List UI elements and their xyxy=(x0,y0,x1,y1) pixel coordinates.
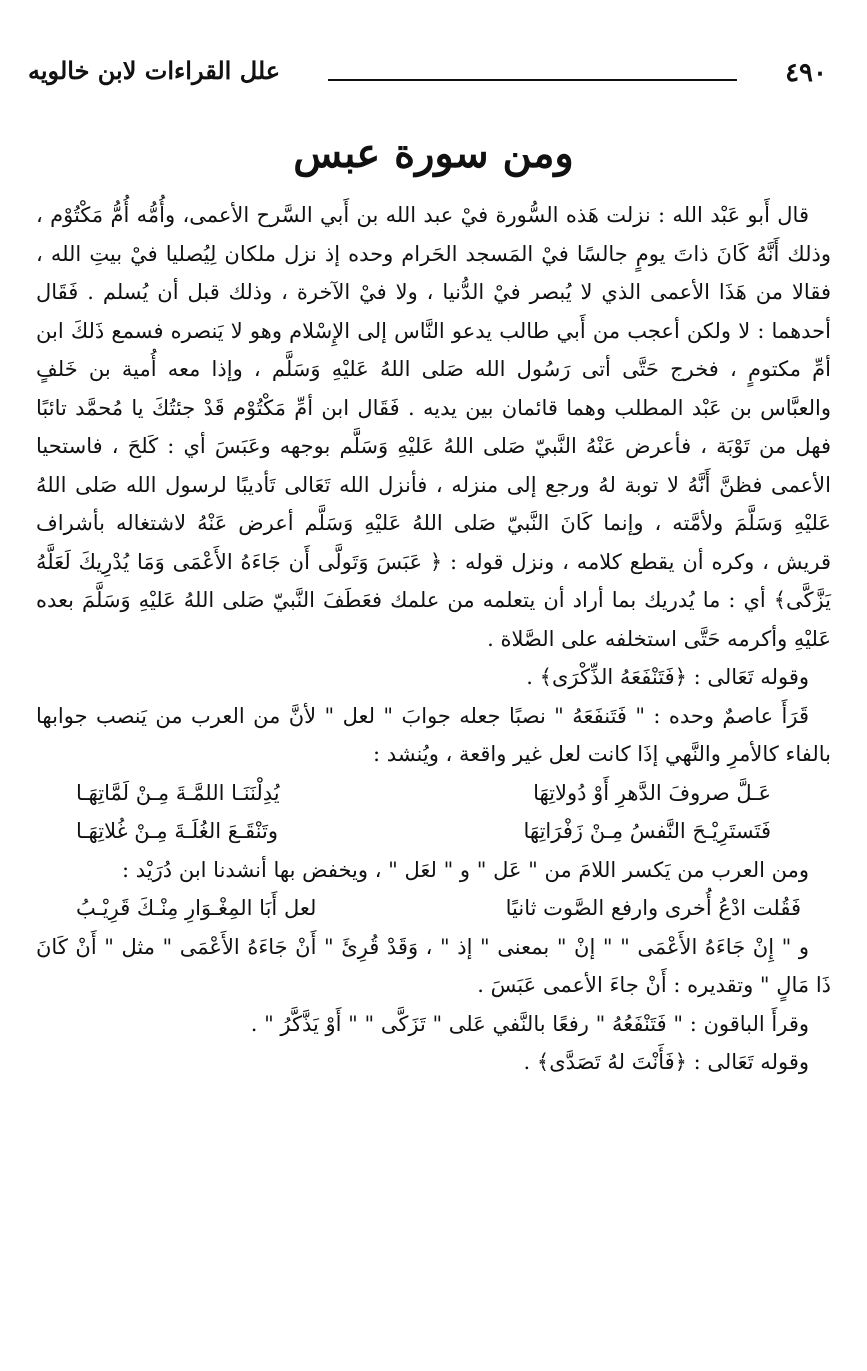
header-rule xyxy=(328,79,737,81)
paragraph: ومن العرب من يَكسر اللامَ من " عَل " و " لعَل " ، ويخفض بها أنشدنا ابن دُرَيْد : xyxy=(122,857,809,882)
verse-first-hemistich: فَقُلت ادْعُ أُخرى وارفع الصَّوت ثانيًا xyxy=(505,896,801,920)
paragraph: وقوله تَعَالى : ﴿فَتَنْفَعَهُ الذِّكْرَى﴾ . xyxy=(526,665,809,689)
verse-second-hemistich: وتَنْقَـعَ الغُلَـةَ مِـنْ غُلاتِهَـا xyxy=(76,819,279,843)
verse-second-hemistich: يُدِلْنَنَـا اللمَّـةَ مِـنْ لَمَّاتِهَـا xyxy=(76,780,280,805)
section-title: ومن سورة عبس xyxy=(293,130,574,177)
paragraph: و " إِنْ جَاءَهُ الأَعْمَى " " إنْ " بمعنى " إذ " ، وَقَدْ قُرِئَ " أَنْ جَاءَهُ الأَعْمَى " مثل " أَنْ كَانَ ذَا مَالٍ " وتقديره : أَنْ جاءَ الأعمى عَبَسَ . xyxy=(36,934,831,997)
verse-second-hemistich: لعل أَبَا المِغْـوَارِ مِنْـكَ قَرِيْـبُ xyxy=(76,896,317,920)
paragraph: وقوله تَعَالى : ﴿فَأَنْتَ لهُ تَصَدَّى﴾ . xyxy=(523,1050,809,1074)
poem-verse xyxy=(36,889,831,928)
body-text xyxy=(36,196,831,1082)
page-header xyxy=(28,56,827,96)
verse-first-hemistich: فَتَستَرِيْـحَ النَّفسُ مِـنْ زَفْرَاتِهَا xyxy=(523,819,771,843)
poem-verse xyxy=(36,812,831,851)
paragraph: وقرأَ الباقون : " فَتَنْفَعُهُ " رفعًا بالنَّفي عَلى " تَزَكَّى " " أَوْ يَذَّكَّرُ " . xyxy=(250,1011,809,1036)
paragraph: قَرَأَ عاصمٌ وحده : " فَتَنفَعَهُ " نصبًا جعله جوابَ " لعل " لأنَّ من العرب من يَنصب جوابها بالفاء كالأمرِ والنَّهي إذَا كانت لعل غير واقعة ، ويُنشد : xyxy=(36,703,831,766)
page-number: ٤٩٠ xyxy=(785,58,827,88)
poem-verse xyxy=(36,774,831,813)
book-title: علل القراءات لابن خالويه xyxy=(28,56,281,85)
paragraph: قال أَبو عَبْد الله : نزلت هَذه السُّورة فيْ عبد الله بن أَبي السَّرح الأعمى، وأُمُّه أُمُّ مَكْتُوْم ، وذلك أَنَّهُ كَانَ ذاتَ يومٍ جالسًا فيْ المَسجد الحَرام وحده إذ نزل ملكان لِيُصليا فيْ بيتِ الله ، فقالا من هَذَا الأعمى الذي لا يُبصر فيْ الدُّنيا ، ولا فيْ الآخرة ، وذلك قبل أن يُسلم . فَقَال أحدهما : لا ولكن أعجب من أَبي طالب يدعو النَّاس إلى الإِسْلام وهو لا يَنصره فسمع ذَلكَ ابن أمِّ مكتومٍ ، فخرج حَتَّى أتى رَسُول الله صَلى اللهُ عَليْهِ وَسَلَّم ، وإذا معه أُمية بن خَلفٍ والعبَّاس بن عَبْد المطلب وهما قائمان بين يديه . فَقَال ابن أمِّ مَكْتُوْم قَدْ جئتُكَ يا مُحمَّد تائبًا فهل من تَوْبَة ، فأعرض عَنْهُ النَّبيّ صَلى اللهُ عَليْهِ وَسَلَّم بوجهه وعَبَسَ أي : كَلحَ ، فاستحيا الأعمى فظنَّ أَنَّهُ لا توبة لهُ ورجع إلى منزله ، فأنزل الله تَعَالى تَأديبًا لرسول الله صَلى اللهُ عَليْهِ وَسَلَّمَ ولأمَّته ، وإنما كَانَ النَّبيّ صَلى اللهُ عَليْهِ وَسَلَّم أعرض عَنْهُ لاشتغاله بأشراف قريش ، وكره أن يقطع كلامه ، ونزل قوله : ﴿ عَبَسَ وَتَولَّى أَن جَاءَهُ الأَعْمَى وَمَا يُدْرِيكَ لَعَلَّهُ يَزَّكَّى﴾ أي : ما يُدريك بما أراد أن يتعلمه من علمك فعَطَفَ النَّبيّ صَلى اللهُ عَليْهِ وَسَلَّمَ بعده عَليْهِ وأكرمه حَتَّى استخلفه على الصَّلاة . xyxy=(36,203,831,651)
verse-first-hemistich: عَـلَّ صروفَ الدَّهرِ أَوْ دُولاتِهَا xyxy=(533,780,771,805)
